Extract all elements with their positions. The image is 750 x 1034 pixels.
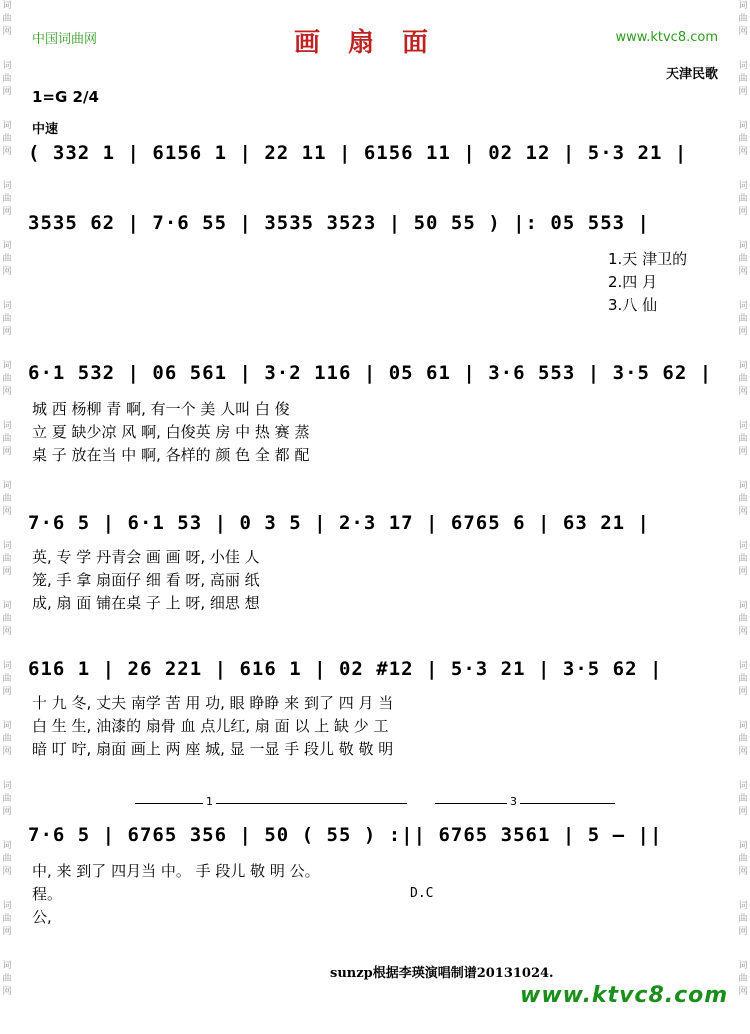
key-signature: 1=G 2/4 bbox=[32, 88, 99, 106]
notation-line-3: 6·1 532 | 06 561 | 3·2 116 | 05 61 | 3·6 553 | 3·5 62 | bbox=[28, 362, 713, 384]
verse-intro-2: 2.四 月 bbox=[608, 273, 658, 291]
lyrics-5-verse-1: 十 九 冬, 丈夫 南学 苦 用 功, 眼 睁睁 来 到了 四 月 当 bbox=[32, 694, 394, 712]
notation-line-5: 616 1 | 26 221 | 616 1 | 02 #12 | 5·3 21 | 3·5 62 | bbox=[28, 658, 663, 680]
notation-line-1: ( 332 1 | 6156 1 | 22 11 | 6156 11 | 02 12 | 5·3 21 | bbox=[28, 142, 688, 164]
lyrics-3-verse-3: 桌 子 放在当 中 啊, 各样的 颜 色 全 都 配 bbox=[32, 446, 310, 464]
lyrics-5-verse-2: 白 生 生, 油漆的 扇骨 血 点儿红, 扇 面 以 上 缺 少 工 bbox=[32, 717, 389, 735]
notation-line-4: 7·6 5 | 6·1 53 | 0 3 5 | 2·3 17 | 6765 6 | 63 21 | bbox=[28, 512, 650, 534]
lyrics-6-verse-3: 公, bbox=[32, 908, 52, 926]
volta-bracket-1: 1 bbox=[135, 803, 407, 814]
lyrics-4-verse-1: 英, 专 学 丹青会 画 画 呀, 小佳 人 bbox=[32, 548, 260, 566]
site-name-left[interactable]: 中国词曲网 bbox=[32, 32, 98, 47]
verse-intro-3: 3.八 仙 bbox=[608, 296, 658, 314]
lyrics-6-verse-2: 程。 bbox=[32, 885, 63, 903]
da-capo-marking: D.C bbox=[410, 886, 434, 901]
lyrics-5-verse-3: 暗 叮 咛, 扇面 画上 两 座 城, 显 一显 手 段儿 敬 敬 明 bbox=[32, 740, 394, 758]
credit-line: sunzp根据李瑛演唱制谱20131024. bbox=[330, 966, 554, 981]
watermark-right: 词曲网 词曲网 词曲网 词曲网 词曲网 词曲网 词曲网 词曲网 词曲网 词曲网 词曲网 词曲网 词曲网 词曲网 词曲网 词曲网 词曲网 bbox=[738, 1, 748, 997]
tempo-marking: 中速 bbox=[32, 122, 59, 137]
volta-bracket-3: 3 bbox=[435, 803, 615, 814]
lyrics-3-verse-1: 城 西 杨柳 青 啊, 有一个 美 人叫 白 俊 bbox=[32, 400, 290, 418]
notation-line-6: 7·6 5 | 6765 356 | 50 ( 55 ) :|| 6765 3561 | 5 – || bbox=[28, 824, 663, 846]
watermark-left: 词曲网 词曲网 词曲网 词曲网 词曲网 词曲网 词曲网 词曲网 词曲网 词曲网 词曲网 词曲网 词曲网 词曲网 词曲网 词曲网 词曲网 bbox=[2, 1, 12, 997]
ktv-logo[interactable]: www.ktvc8.com bbox=[520, 983, 729, 1008]
song-genre: 天津民歌 bbox=[665, 67, 718, 82]
lyrics-3-verse-2: 立 夏 缺少凉 风 啊, 白俊英 房 中 热 赛 蒸 bbox=[32, 423, 310, 441]
lyrics-4-verse-2: 笼, 手 拿 扇面仔 细 看 呀, 高丽 纸 bbox=[32, 571, 260, 589]
lyrics-4-verse-3: 成, 扇 面 铺在桌 子 上 呀, 细思 想 bbox=[32, 594, 260, 612]
lyrics-6-verse-1: 中, 来 到了 四月当 中。 手 段儿 敬 明 公。 bbox=[32, 862, 320, 880]
notation-line-2: 3535 62 | 7·6 55 | 3535 3523 | 50 55 ) |: 05 553 | bbox=[28, 212, 650, 234]
verse-intro-1: 1.天 津卫的 bbox=[608, 250, 688, 268]
site-url-right[interactable]: www.ktvc8.com bbox=[615, 30, 718, 45]
song-title: 画扇面 bbox=[293, 28, 456, 58]
